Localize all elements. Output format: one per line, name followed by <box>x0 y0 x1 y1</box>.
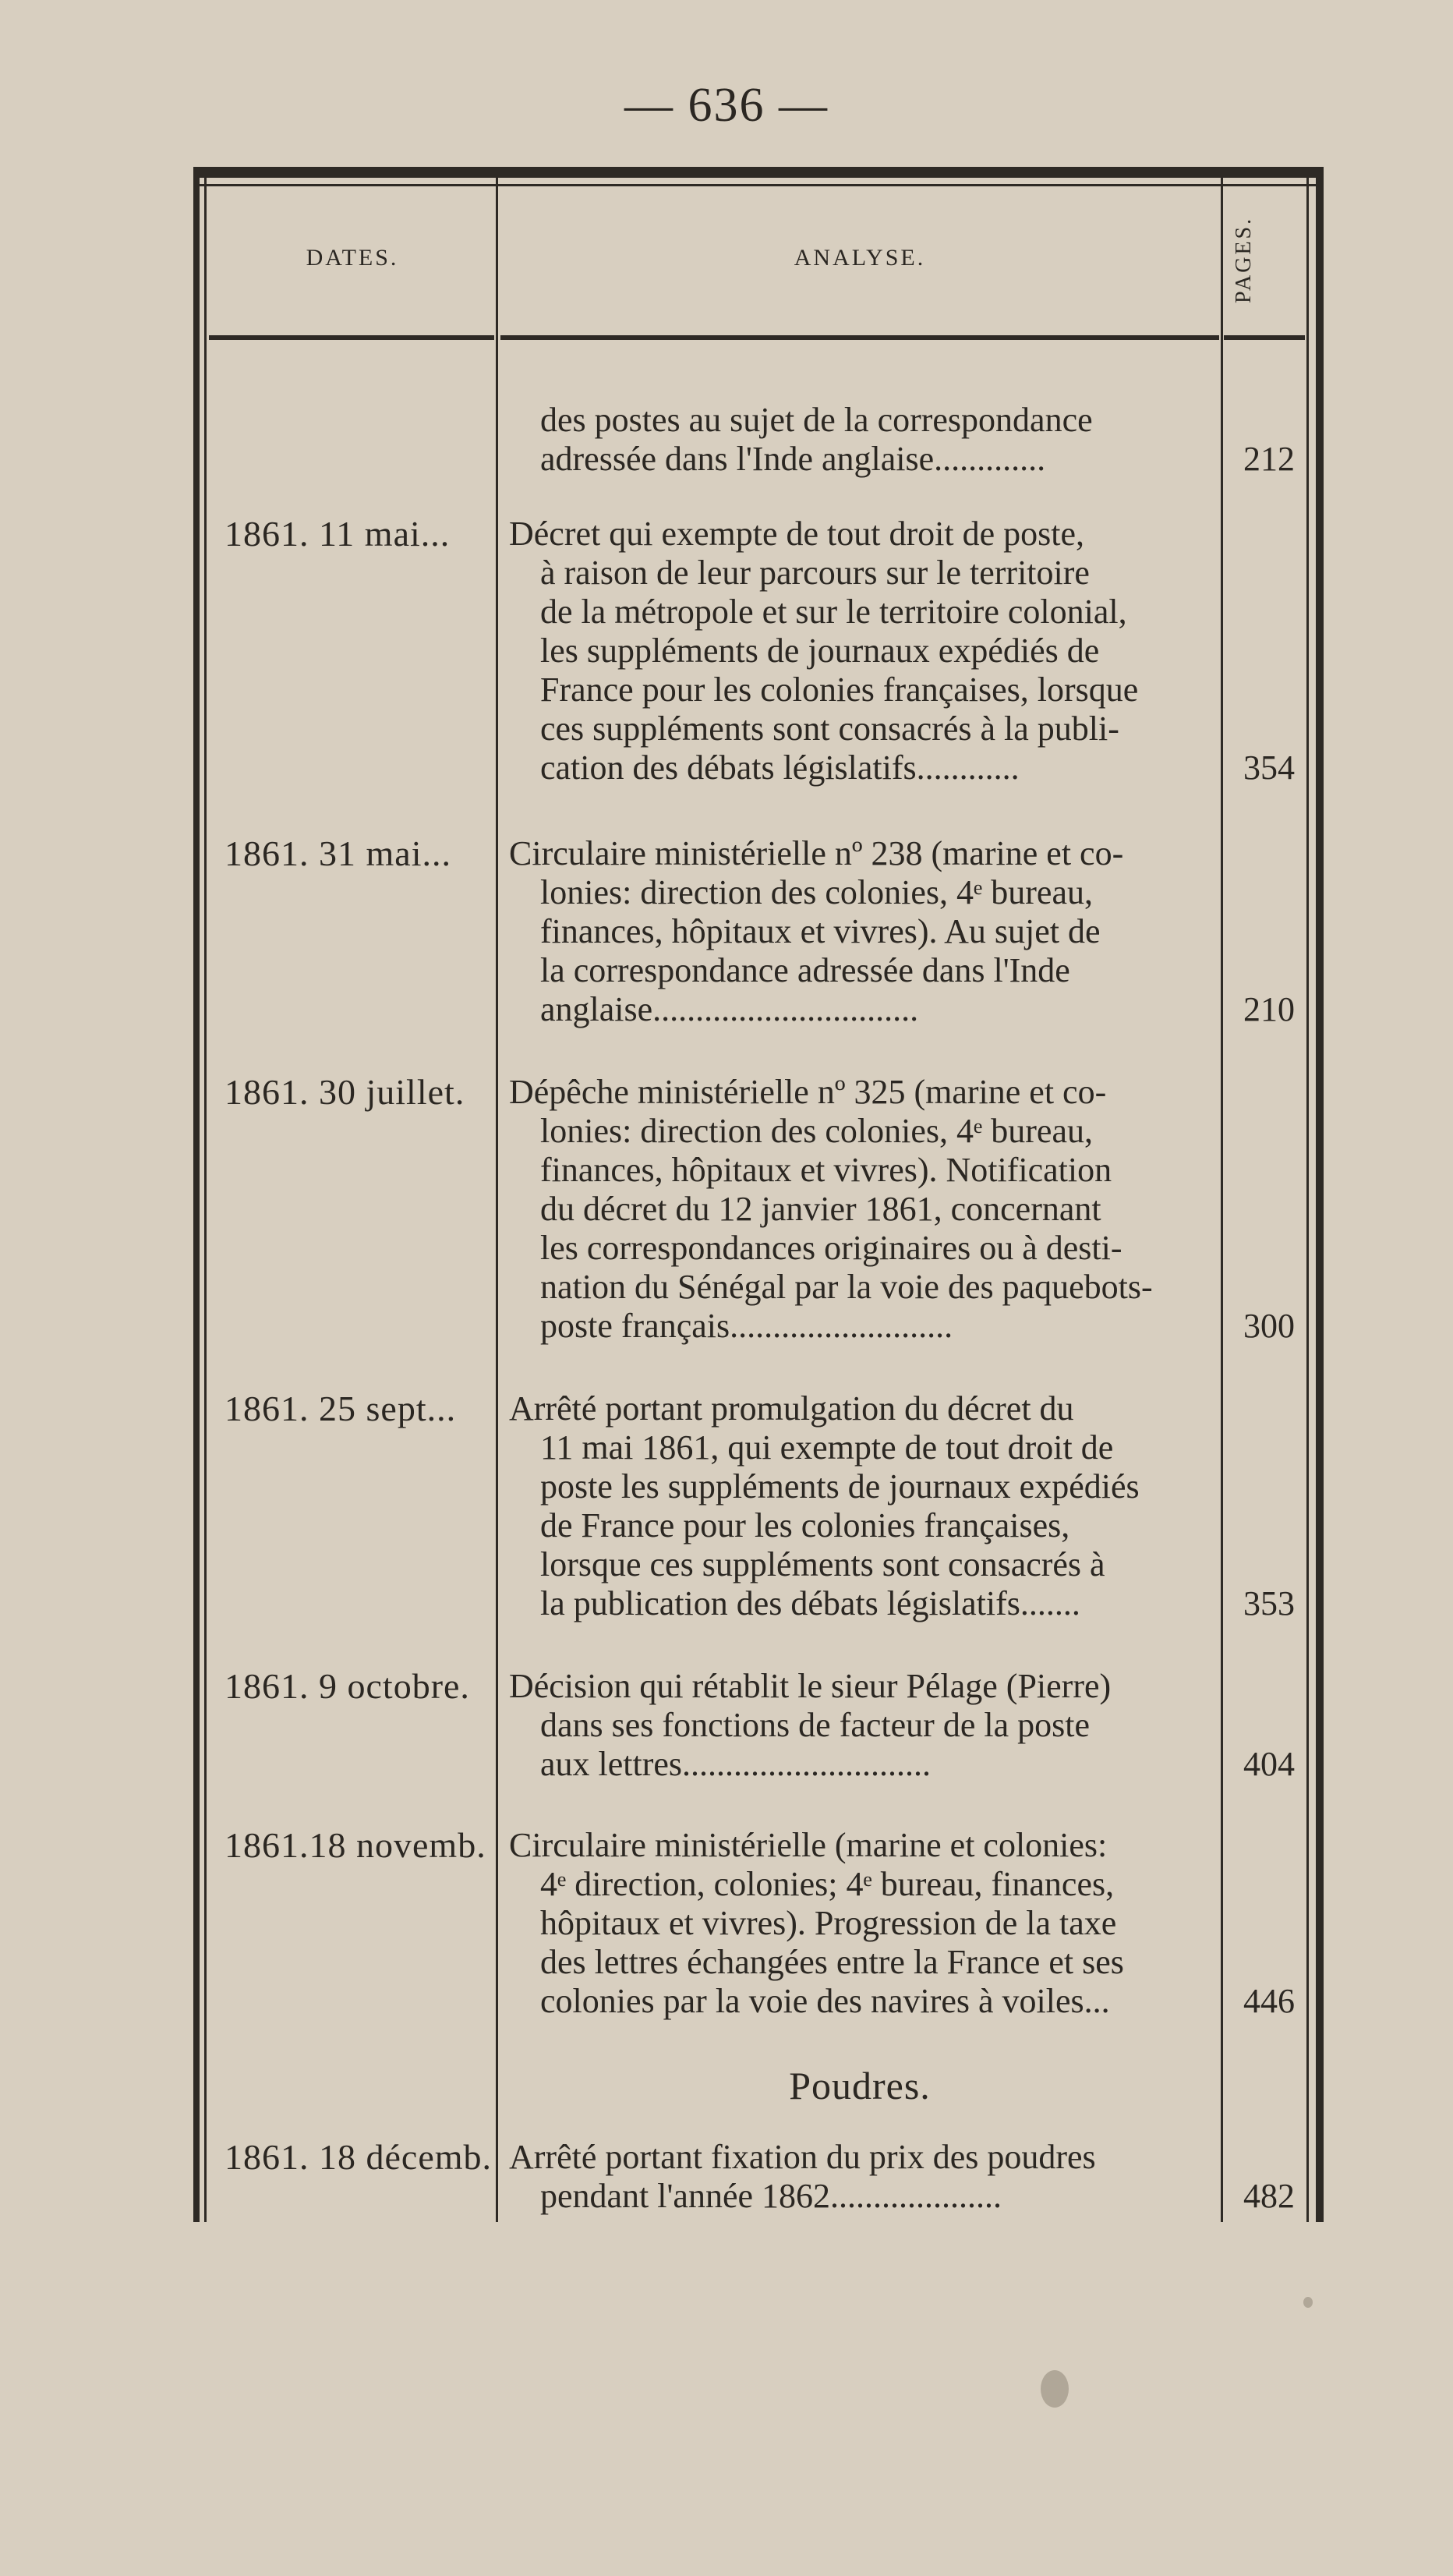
analysis-line: finances, hôpitaux et vivres). Notification <box>540 1151 1112 1189</box>
page-number: — 636 — <box>624 79 829 132</box>
top-rule-thin <box>193 184 1324 186</box>
analysis-line: lorsque ces suppléments sont consacrés à <box>540 1545 1105 1583</box>
header-dates: DATES. <box>306 245 399 271</box>
entry-analysis <box>509 1667 1211 1784</box>
dates-column-divider <box>496 178 498 2222</box>
analysis-line: nation du Sénégal par la voie des paquebots- <box>540 1268 1153 1306</box>
pages-column-divider <box>1221 178 1223 2222</box>
analysis-line: ces suppléments sont consacrés à la publi- <box>540 709 1119 748</box>
paper-stain <box>1041 2370 1069 2408</box>
entry-page: 446 <box>1243 1982 1295 2020</box>
entry-analysis <box>509 1073 1211 1346</box>
entry-page: 210 <box>1243 990 1295 1028</box>
header-analyse: ANALYSE. <box>794 245 926 271</box>
analysis-line: les suppléments de journaux expédiés de <box>540 632 1100 670</box>
entry-date: 1861.18 novemb. <box>224 1825 486 1865</box>
analysis-line: Circulaire ministérielle (marine et colonies: <box>509 1826 1108 1864</box>
left-border <box>193 178 200 2222</box>
analysis-line: du décret du 12 janvier 1861, concernant <box>540 1190 1101 1228</box>
entry-date: 1861. 30 juillet. <box>224 1072 465 1112</box>
analysis-line: Arrêté portant promulgation du décret du <box>509 1389 1074 1428</box>
header-rule-pages <box>1224 335 1305 340</box>
analysis-line: 11 mai 1861, qui exempte de tout droit de <box>540 1428 1114 1467</box>
header-rule-dates <box>209 335 494 340</box>
entry-date: 1861. 31 mai... <box>224 833 451 873</box>
entry-page: 212 <box>1243 440 1295 478</box>
analysis-line: poste français.......................... <box>540 1307 953 1345</box>
analysis-line: la correspondance adressée dans l'Inde <box>540 951 1070 989</box>
analysis-line: pendant l'année 1862.................... <box>540 2177 1002 2215</box>
analysis-line: des postes au sujet de la correspondance <box>540 401 1093 439</box>
entry-date: 1861. 18 décemb. <box>224 2137 493 2177</box>
analysis-line: de France pour les colonies françaises, <box>540 1506 1070 1545</box>
analysis-line: Dépêche ministérielle nº 325 (marine et co- <box>509 1073 1107 1111</box>
left-border-thin <box>204 178 207 2222</box>
right-border <box>1316 178 1324 2222</box>
entry-analysis <box>509 1826 1211 2021</box>
section-heading: Poudres. <box>789 2064 931 2107</box>
analysis-line: de la métropole et sur le territoire colonial, <box>540 593 1127 631</box>
top-rule <box>193 167 1324 178</box>
analysis-line: 4ᵉ direction, colonies; 4ᵉ bureau, finances, <box>540 1865 1115 1903</box>
analysis-line: des lettres échangées entre la France et ses <box>540 1943 1124 1981</box>
analysis-line: les correspondances originaires ou à desti- <box>540 1229 1122 1267</box>
entry-page: 482 <box>1243 2177 1295 2215</box>
entry-analysis <box>509 2138 1211 2216</box>
analysis-line: adressée dans l'Inde anglaise............. <box>540 440 1046 478</box>
entry-page: 353 <box>1243 1584 1295 1622</box>
entry-analysis <box>509 834 1211 1029</box>
entry-analysis <box>509 515 1211 787</box>
analysis-line: lonies: direction des colonies, 4ᵉ bureau, <box>540 873 1093 911</box>
analysis-line: Décret qui exempte de tout droit de poste, <box>509 515 1084 553</box>
analysis-line: Arrêté portant fixation du prix des poudres <box>509 2138 1096 2176</box>
entry-date: 1861. 9 octobre. <box>224 1666 470 1706</box>
analysis-line: hôpitaux et vivres). Progression de la taxe <box>540 1904 1117 1942</box>
analysis-line: lonies: direction des colonies, 4ᵉ bureau, <box>540 1112 1093 1150</box>
analysis-line: anglaise............................... <box>540 990 919 1028</box>
analysis-line: la publication des débats législatifs....... <box>540 1584 1080 1622</box>
analysis-line: poste les suppléments de journaux expédiés <box>540 1467 1140 1506</box>
paper-stain <box>1303 2297 1313 2308</box>
analysis-line: aux lettres............................. <box>540 1745 932 1783</box>
entry-page: 404 <box>1243 1745 1295 1783</box>
entry-date: 1861. 25 sept... <box>224 1389 457 1428</box>
header-pages: PAGES. <box>1232 216 1256 303</box>
entry-date: 1861. 11 mai... <box>224 514 451 554</box>
analysis-line: colonies par la voie des navires à voiles... <box>540 1982 1110 2020</box>
analysis-line: Décision qui rétablit le sieur Pélage (Pierre) <box>509 1667 1112 1705</box>
analysis-line: dans ses fonctions de facteur de la poste <box>540 1706 1090 1744</box>
right-border-thin <box>1306 178 1309 2222</box>
analysis-line: finances, hôpitaux et vivres). Au sujet de <box>540 912 1101 950</box>
analysis-line: Circulaire ministérielle nº 238 (marine et co- <box>509 834 1124 872</box>
entry-page: 300 <box>1243 1307 1295 1345</box>
entry-analysis <box>509 401 1211 479</box>
entry-analysis <box>509 1389 1211 1623</box>
analysis-line: à raison de leur parcours sur le territoire <box>540 554 1090 592</box>
index-table <box>193 167 1324 2222</box>
analysis-line: France pour les colonies françaises, lorsque <box>540 671 1139 709</box>
entry-page: 354 <box>1243 748 1295 787</box>
header-rule-analyse <box>500 335 1219 340</box>
analysis-line: cation des débats législatifs............ <box>540 748 1020 787</box>
